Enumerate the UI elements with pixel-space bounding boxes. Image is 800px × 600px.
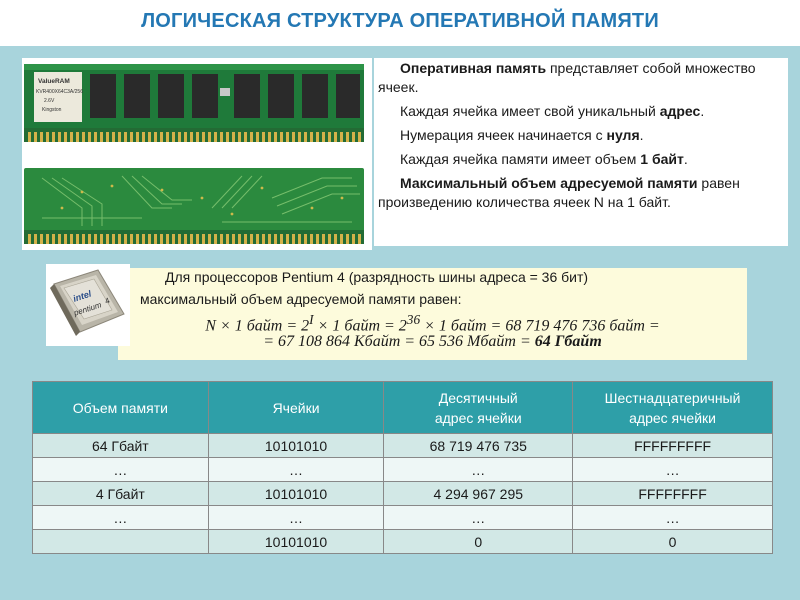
formula-math-line-1: [118, 312, 747, 335]
title-bar: [0, 0, 800, 46]
ram-module-bottom: [24, 168, 364, 244]
p4-end: .: [683, 151, 688, 167]
math-d: = 67 108 864 Кбайт = 65 536 Мбайт =: [263, 333, 535, 350]
table-cell: 10101010: [208, 482, 384, 506]
p3-text: Нумерация ячеек начинается с: [400, 127, 607, 143]
table-row: [33, 506, 773, 530]
header-memory-size: Объем памяти: [33, 382, 209, 434]
p3-bold: нуля: [606, 127, 640, 143]
formula-intro-line-2: максимальный объем адресуемой памяти равен:: [140, 291, 462, 307]
cpu-image: [46, 264, 130, 346]
math-b-sup: 36: [406, 312, 421, 327]
ram-modules-image: [22, 58, 372, 250]
ram-label-line3: 2.6V: [44, 98, 55, 104]
paragraph-2: [378, 102, 784, 121]
table-cell: 68 719 476 735: [384, 434, 573, 458]
ram-label-line4: Kingston: [42, 107, 62, 113]
header-cells: Ячейки: [208, 382, 384, 434]
math-a: N × 1 байт = 2: [205, 317, 310, 335]
table-cell: [33, 530, 209, 554]
p2-text: Каждая ячейка имеет свой уникальный: [400, 103, 660, 119]
p4-text: Каждая ячейка памяти имеет объем: [400, 151, 641, 167]
table-cell: 4 Гбайт: [33, 482, 209, 506]
paragraph-4: [378, 150, 784, 169]
header-decimal-line-2: адрес ячейки: [434, 409, 522, 426]
p1-rest: представляет собой множество ячеек.: [378, 60, 756, 95]
cpu-model: pentium: [72, 300, 103, 318]
math-b: × 1 байт = 2: [313, 317, 407, 335]
table-cell: FFFFFFFFF: [573, 434, 773, 458]
header-hex-address: [573, 382, 773, 434]
p2-end: .: [700, 103, 705, 119]
table-row: [33, 434, 773, 458]
table-cell: 0: [573, 530, 773, 554]
p5-bold: Максимальный объем адресуемой памяти: [400, 175, 698, 191]
page-title: ЛОГИЧЕСКАЯ СТРУКТУРА ОПЕРАТИВНОЙ ПАМЯТИ: [141, 10, 659, 32]
table-row: [33, 482, 773, 506]
table-cell: …: [33, 506, 209, 530]
p4-bold: 1 байт: [640, 151, 684, 167]
math-d-bold: 64 Гбайт: [534, 333, 602, 350]
ram-module-top: [24, 64, 364, 142]
cpu-version: 4: [103, 295, 111, 306]
table-cell: …: [384, 458, 573, 482]
table-row: [33, 530, 773, 554]
table-cell: 10101010: [208, 530, 384, 554]
table-cell: 0: [384, 530, 573, 554]
ram-label-line2: KVR400X64C3A/256: [36, 89, 83, 95]
header-hex-line-1: Шестнадцатеричный: [604, 389, 741, 406]
memory-address-table: [32, 381, 773, 554]
formula-intro-line: Для процессоров Pentium 4 (разрядность шины адреса = 36 бит): [165, 269, 589, 285]
math-c: × 1 байт = 68 719 476 736 байт =: [420, 317, 660, 335]
paragraph-1: [378, 58, 784, 97]
table-row: [33, 458, 773, 482]
description-panel: [374, 58, 788, 246]
table-cell: …: [573, 458, 773, 482]
table-cell: 10101010: [208, 434, 384, 458]
table-cell: …: [573, 506, 773, 530]
header-decimal-line-1: Десятичный: [438, 389, 518, 406]
ram-label-line1: ValueRAM: [38, 78, 70, 85]
table-header-row: [33, 382, 773, 434]
table-cell: 64 Гбайт: [33, 434, 209, 458]
header-hex-line-2: адрес ячейки: [629, 409, 716, 426]
table-cell: …: [208, 458, 384, 482]
paragraph-3: [378, 126, 784, 145]
table-cell: …: [208, 506, 384, 530]
table-cell: 4 294 967 295: [384, 482, 573, 506]
formula-math-line-2: [118, 333, 747, 351]
p5-rest: равен произведению количества ячеек N на 1 байт.: [378, 175, 740, 210]
header-decimal-address: [384, 382, 573, 434]
table-cell: …: [33, 458, 209, 482]
table-cell: FFFFFFFF: [573, 482, 773, 506]
p3-end: .: [639, 127, 644, 143]
math-a-sup: I: [309, 312, 314, 327]
cpu-brand: intel: [71, 288, 93, 304]
p1-bold: Оперативная память: [400, 60, 547, 76]
paragraph-5: [378, 174, 784, 212]
table-cell: …: [384, 506, 573, 530]
formula-panel: [118, 268, 747, 360]
p2-bold: адрес: [659, 103, 701, 119]
